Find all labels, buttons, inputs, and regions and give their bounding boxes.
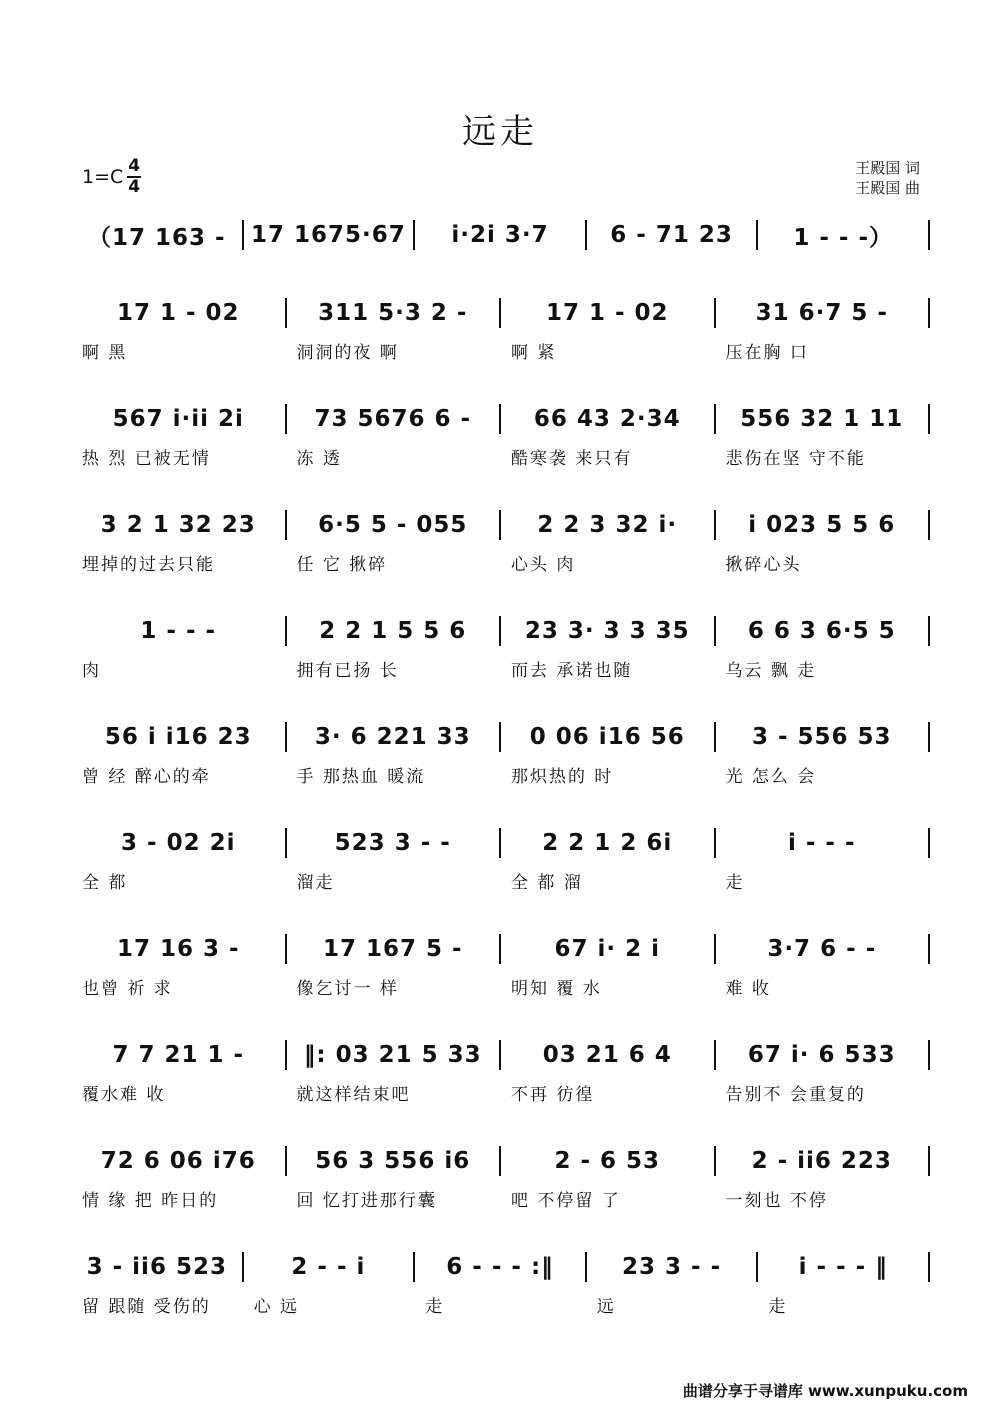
lyrics-line bbox=[72, 1186, 930, 1210]
score-line bbox=[72, 1038, 930, 1104]
measure: i - - - ‖ bbox=[798, 1254, 888, 1280]
barline bbox=[928, 404, 930, 434]
barline bbox=[928, 934, 930, 964]
lyric-segment: 心 远 bbox=[253, 1297, 299, 1316]
score-line bbox=[72, 218, 930, 252]
measure: 3 - 556 53 bbox=[751, 724, 892, 750]
measure: 3 2 1 32 23 bbox=[100, 512, 256, 538]
lyrics-line bbox=[72, 974, 930, 998]
measure: 72 6 06 i76 bbox=[100, 1148, 256, 1174]
lyric-segment: 远 bbox=[596, 1297, 616, 1316]
score-line bbox=[72, 296, 930, 362]
measure: 6 - - - :‖ bbox=[446, 1254, 554, 1280]
measure: ‖: 03 21 5 33 bbox=[303, 1042, 482, 1068]
lyric-segment: 悲伤在坚 守不能 bbox=[725, 449, 866, 468]
lyric-segment: 溜走 bbox=[296, 873, 335, 892]
measure: 17 1 - 02 bbox=[116, 300, 240, 326]
score-line bbox=[72, 614, 930, 680]
measure: 2 - 6 53 bbox=[554, 1148, 661, 1174]
measure: 17 167 5 - bbox=[322, 936, 463, 962]
lyric-segment: 覆水难 收 bbox=[82, 1085, 166, 1104]
notation-line bbox=[72, 1144, 930, 1178]
measure: 3 - 02 2i bbox=[121, 830, 236, 856]
measure: 67 i· 2 i bbox=[554, 936, 661, 962]
barline bbox=[928, 298, 930, 328]
credits bbox=[855, 158, 920, 198]
measure: 73 5676 6 - bbox=[314, 406, 472, 432]
measure: 17 1 - 02 bbox=[545, 300, 669, 326]
lyric-segment: 压在胸 口 bbox=[725, 343, 809, 362]
lyric-segment: 啊 紧 bbox=[511, 343, 557, 362]
measure: 6·5 5 - 055 bbox=[318, 512, 468, 538]
lyric-segment: 乌云 飘 走 bbox=[725, 661, 817, 680]
notation-line bbox=[72, 932, 930, 966]
measure: 2 - - i bbox=[291, 1254, 366, 1280]
composer-credit: 王殿国 曲 bbox=[855, 179, 920, 197]
score-line bbox=[72, 720, 930, 786]
notation-line bbox=[72, 218, 930, 252]
measure: 66 43 2·34 bbox=[533, 406, 681, 432]
lyric-segment: 而去 承诺也随 bbox=[511, 661, 633, 680]
measure: 2 - ii6 223 bbox=[751, 1148, 892, 1174]
measure: 7 7 21 1 - bbox=[112, 1042, 245, 1068]
lyric-segment: 走 bbox=[725, 873, 745, 892]
lyric-segment: 任 它 揪碎 bbox=[296, 555, 388, 574]
barline bbox=[928, 1040, 930, 1070]
notation-line bbox=[72, 826, 930, 860]
measure: 03 21 6 4 bbox=[542, 1042, 672, 1068]
lyric-segment: 那炽热的 时 bbox=[511, 767, 614, 786]
score-line bbox=[72, 508, 930, 574]
lyric-segment: 明知 覆 水 bbox=[511, 979, 602, 998]
lyric-segment: 拥有已扬 长 bbox=[296, 661, 399, 680]
lyric-segment: 啊 黑 bbox=[82, 343, 128, 362]
measure: 3·7 6 - - bbox=[767, 936, 877, 962]
song-title: 远走 bbox=[462, 112, 538, 152]
lyric-segment: 告别不 会重复的 bbox=[725, 1085, 866, 1104]
lyric-segment: 酷寒袭 来只有 bbox=[511, 449, 633, 468]
measure: i 023 5 5 6 bbox=[748, 512, 896, 538]
lyrics-line bbox=[72, 1080, 930, 1104]
lyric-segment: 埋掉的过去只能 bbox=[82, 555, 215, 574]
lyric-segment: 情 缘 把 昨日的 bbox=[82, 1191, 219, 1210]
measure: 17 16 3 - bbox=[116, 936, 240, 962]
barline bbox=[928, 828, 930, 858]
lyric-segment: 全 都 溜 bbox=[511, 873, 583, 892]
score-line bbox=[72, 932, 930, 998]
measure: i·2i 3·7 bbox=[451, 222, 549, 248]
measure: 2 2 1 5 5 6 bbox=[319, 618, 467, 644]
measure: 3 - ii6 523 bbox=[86, 1254, 227, 1280]
notation-line bbox=[72, 720, 930, 754]
measure: 56 3 556 i6 bbox=[315, 1148, 471, 1174]
measure: 2 2 1 2 6i bbox=[542, 830, 673, 856]
lyric-segment: 走 bbox=[425, 1297, 445, 1316]
barline bbox=[928, 220, 930, 250]
lyric-segment: 不再 彷徨 bbox=[511, 1085, 595, 1104]
time-signature-numerator: 4 bbox=[128, 156, 141, 176]
measure: （17 163 - bbox=[88, 224, 226, 251]
measure: 2 2 3 32 i· bbox=[537, 512, 678, 538]
lyric-segment: 吧 不停留 了 bbox=[511, 1191, 621, 1210]
lyric-segment: 手 那热血 暖流 bbox=[296, 767, 426, 786]
lyric-segment: 走 bbox=[768, 1297, 788, 1316]
lyrics-line bbox=[72, 656, 930, 680]
barline bbox=[928, 722, 930, 752]
lyrics-line bbox=[72, 550, 930, 574]
notation-line bbox=[72, 402, 930, 436]
lyrics-line bbox=[72, 762, 930, 786]
lyric-segment: 一刻也 不停 bbox=[725, 1191, 828, 1210]
score-line bbox=[72, 1144, 930, 1210]
notation-line bbox=[72, 1038, 930, 1072]
key-signature bbox=[82, 158, 141, 196]
lyric-segment: 难 收 bbox=[725, 979, 771, 998]
measure: 56 i i16 23 bbox=[104, 724, 252, 750]
measure: 3· 6 221 33 bbox=[314, 724, 471, 750]
score-line bbox=[72, 1250, 930, 1316]
time-signature bbox=[127, 158, 141, 196]
lyric-segment: 也曾 祈 求 bbox=[82, 979, 173, 998]
lyric-segment: 揪碎心头 bbox=[725, 555, 802, 574]
lyric-segment: 热 烈 已被无情 bbox=[82, 449, 211, 468]
lyric-segment: 心头 肉 bbox=[511, 555, 576, 574]
lyric-segment: 留 跟随 受伤的 bbox=[82, 1297, 211, 1316]
measure: 17 1675·67 bbox=[251, 222, 406, 248]
score-line bbox=[72, 402, 930, 468]
measure: 567 i·ii 2i bbox=[112, 406, 244, 432]
barline bbox=[928, 1252, 930, 1282]
measure: i - - - bbox=[787, 830, 856, 856]
key-label: 1=C bbox=[82, 166, 124, 188]
score-line bbox=[72, 826, 930, 892]
measure: 0 06 i16 56 bbox=[529, 724, 685, 750]
lyric-segment: 曾 经 醉心的牵 bbox=[82, 767, 211, 786]
notation-line bbox=[72, 614, 930, 648]
lyric-segment: 回 忆打进那行囊 bbox=[296, 1191, 437, 1210]
measure: 1 - - -） bbox=[793, 224, 893, 251]
time-signature-denominator: 4 bbox=[128, 177, 141, 197]
measure: 523 3 - - bbox=[334, 830, 451, 856]
notation-line bbox=[72, 1250, 930, 1284]
lyrics-line bbox=[72, 338, 930, 362]
barline bbox=[928, 616, 930, 646]
measure: 6 - 71 23 bbox=[610, 222, 733, 248]
measure: 311 5·3 2 - bbox=[318, 300, 468, 326]
lyricist-credit: 王殿国 词 bbox=[855, 159, 920, 177]
measure: 67 i· 6 533 bbox=[747, 1042, 896, 1068]
notation-line bbox=[72, 296, 930, 330]
lyrics-line bbox=[72, 868, 930, 892]
measure: 31 6·7 5 - bbox=[755, 300, 888, 326]
barline bbox=[928, 510, 930, 540]
lyric-segment: 就这样结束吧 bbox=[296, 1085, 411, 1104]
lyrics-line bbox=[72, 1292, 930, 1316]
footer-credit: 曲谱分享于寻谱库 www.xunpuku.com bbox=[682, 1382, 968, 1400]
lyric-segment: 洞洞的夜 啊 bbox=[296, 343, 399, 362]
measure: 1 - - - bbox=[140, 618, 217, 644]
measure: 23 3 - - bbox=[622, 1254, 722, 1280]
lyrics-line bbox=[72, 444, 930, 468]
lyric-segment: 冻 透 bbox=[296, 449, 342, 468]
measure: 6 6 3 6·5 5 bbox=[747, 618, 896, 644]
lyric-segment: 肉 bbox=[82, 661, 101, 680]
lyric-segment: 像乞讨一 样 bbox=[296, 979, 399, 998]
measure: 556 32 1 11 bbox=[740, 406, 904, 432]
lyric-segment: 光 怎么 会 bbox=[725, 767, 817, 786]
barline bbox=[928, 1146, 930, 1176]
measure: 23 3· 3 3 35 bbox=[524, 618, 690, 644]
notation-line bbox=[72, 508, 930, 542]
lyric-segment: 全 都 bbox=[82, 873, 128, 892]
